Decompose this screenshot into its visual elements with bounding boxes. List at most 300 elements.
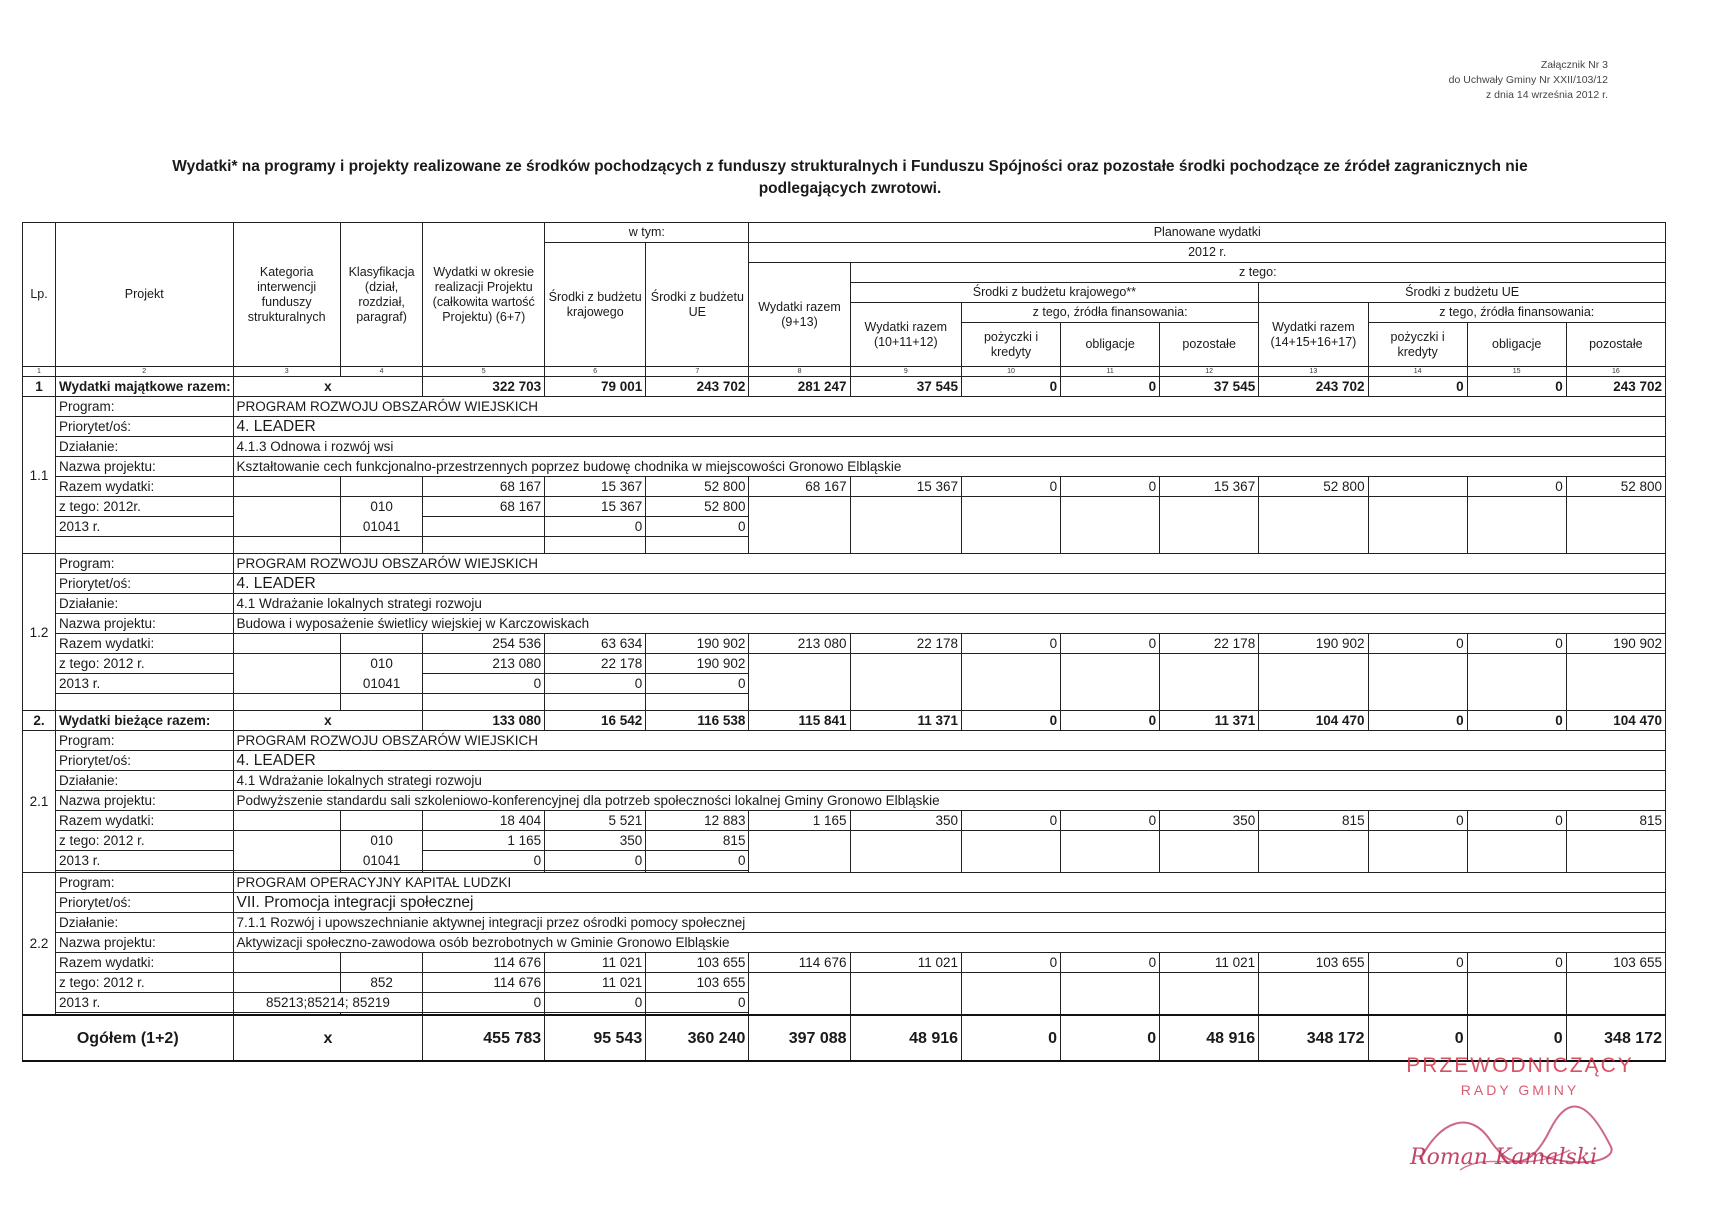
value-cell: 815 <box>1566 811 1665 831</box>
value-cell: 0 <box>1368 811 1467 831</box>
empty-cell <box>340 811 423 831</box>
header-zrodla-kraj: z tego, źródła finansowania: <box>962 303 1259 323</box>
value-cell: 0 <box>646 851 749 871</box>
empty-cell <box>340 537 423 554</box>
value-cell: 0 <box>545 517 646 537</box>
x-mark: x <box>233 1015 423 1061</box>
project-lp: 1.2 <box>23 554 56 711</box>
expenditure-table <box>22 222 1666 1062</box>
value-cell: 114 676 <box>749 953 850 973</box>
project-info-row <box>23 771 1666 791</box>
empty-cell <box>749 973 850 1016</box>
project-program: PROGRAM ROZWOJU OBSZARÓW WIEJSKICH <box>233 397 1666 417</box>
value-cell: 103 655 <box>1566 953 1665 973</box>
project-priorytet: 4. LEADER <box>233 751 1666 771</box>
value-cell: 213 080 <box>423 654 545 674</box>
value-cell: 11 371 <box>850 711 961 731</box>
value-cell: 243 702 <box>646 377 749 397</box>
value-cell: 0 <box>646 674 749 694</box>
value-cell: 0 <box>423 851 545 871</box>
project-info-row <box>23 933 1666 953</box>
total-value: 348 172 <box>1259 1015 1368 1061</box>
value-cell: 103 655 <box>1259 953 1368 973</box>
header-lp: Lp. <box>23 223 56 367</box>
empty-cell <box>340 477 423 497</box>
label-priorytet: Priorytet/oś: <box>56 893 233 913</box>
empty-cell <box>850 497 961 554</box>
empty-cell <box>646 694 749 711</box>
value-cell: 0 <box>1467 811 1566 831</box>
empty-cell <box>1061 497 1160 554</box>
column-number: 14 <box>1368 367 1467 377</box>
value-cell: 115 841 <box>749 711 850 731</box>
label-2012: z tego: 2012 r. <box>56 654 233 674</box>
total-value: 95 543 <box>545 1015 646 1061</box>
value-cell: 18 404 <box>423 811 545 831</box>
annex-line-3: z dnia 14 września 2012 r. <box>1486 89 1608 101</box>
label-program: Program: <box>56 554 233 574</box>
header-pozyczki-ue: pożyczki i kredyty <box>1368 323 1467 367</box>
value-cell: 37 545 <box>1160 377 1259 397</box>
header-budzet-ue: Środki z budżetu UE <box>1259 283 1666 303</box>
project-program: PROGRAM OPERACYJNY KAPITAŁ LUDZKI <box>233 873 1666 893</box>
value-cell: 15 367 <box>545 497 646 517</box>
value-cell: 63 634 <box>545 634 646 654</box>
empty-cell <box>1566 654 1665 711</box>
project-info-row <box>23 594 1666 614</box>
empty-cell <box>1467 654 1566 711</box>
label-nazwa: Nazwa projektu: <box>56 791 233 811</box>
header-wydatki-razem-ue: Wydatki razem (14+15+16+17) <box>1259 303 1368 367</box>
empty-cell <box>233 973 340 993</box>
value-cell: 0 <box>962 377 1061 397</box>
value-cell: 0 <box>1467 953 1566 973</box>
value-cell: 0 <box>962 477 1061 497</box>
project-program: PROGRAM ROZWOJU OBSZARÓW WIEJSKICH <box>233 554 1666 574</box>
value-cell: 0 <box>1368 377 1467 397</box>
value-cell: 0 <box>1061 377 1160 397</box>
value-cell: 0 <box>1061 711 1160 731</box>
header-z-tego: z tego: <box>850 263 1665 283</box>
empty-cell <box>1061 654 1160 711</box>
empty-cell <box>1160 654 1259 711</box>
total-value: 0 <box>1467 1015 1566 1061</box>
value-cell: 103 655 <box>646 973 749 993</box>
project-lp: 1.1 <box>23 397 56 554</box>
column-number: 5 <box>423 367 545 377</box>
value-cell: 0 <box>962 634 1061 654</box>
empty-cell <box>749 831 850 873</box>
value-cell: 11 371 <box>1160 711 1259 731</box>
label-dzialanie: Działanie: <box>56 437 233 457</box>
x-mark: x <box>233 377 423 397</box>
project-info-row <box>23 554 1666 574</box>
project-info-row <box>23 397 1666 417</box>
label-2012: z tego: 2012r. <box>56 497 233 517</box>
project-info-row <box>23 791 1666 811</box>
column-number: 8 <box>749 367 850 377</box>
value-cell: 116 538 <box>646 711 749 731</box>
project-total-row <box>23 477 1666 497</box>
project-program: PROGRAM ROZWOJU OBSZARÓW WIEJSKICH <box>233 731 1666 751</box>
total-value: 360 240 <box>646 1015 749 1061</box>
value-cell: 15 367 <box>545 477 646 497</box>
value-cell: 0 <box>1467 377 1566 397</box>
label-dzialanie: Działanie: <box>56 771 233 791</box>
empty-cell <box>233 497 340 517</box>
project-priorytet: VII. Promocja integracji społecznej <box>233 893 1666 913</box>
project-2012-row <box>23 497 1666 517</box>
label-2013: 2013 r. <box>56 517 233 537</box>
empty-cell <box>340 953 423 973</box>
header-srodki-krajowe: Środki z budżetu krajowego <box>545 243 646 367</box>
title-line-1: Wydatki* na programy i projekty realizowane ze środków pochodzących z funduszy strukturalnych i Funduszu Spójności oraz pozostałe środki pochodzące ze źródeł zagranicznych nie <box>172 158 1528 175</box>
value-cell: 0 <box>1061 477 1160 497</box>
document-title <box>60 156 1640 200</box>
value-cell: 1 165 <box>749 811 850 831</box>
column-number: 16 <box>1566 367 1665 377</box>
project-2012-row <box>23 973 1666 993</box>
project-info-row <box>23 457 1666 477</box>
value-cell: 0 <box>646 517 749 537</box>
total-value: 0 <box>962 1015 1061 1061</box>
column-number: 6 <box>545 367 646 377</box>
project-nazwa: Podwyższenie standardu sali szkoleniowo-konferencyjnej dla potrzeb społeczności lokalnej Gminy Gronowo Elbląskie <box>233 791 1666 811</box>
empty-cell <box>850 654 961 711</box>
column-number: 9 <box>850 367 961 377</box>
empty-cell <box>233 634 340 654</box>
empty-cell <box>1259 497 1368 554</box>
value-cell: 213 080 <box>749 634 850 654</box>
total-value: 455 783 <box>423 1015 545 1061</box>
value-cell: 190 902 <box>646 654 749 674</box>
row-label: Wydatki bieżące razem: <box>56 711 233 731</box>
value-cell: 11 021 <box>1160 953 1259 973</box>
total-value: 48 916 <box>850 1015 961 1061</box>
project-lp: 2.1 <box>23 731 56 873</box>
klasyfikacja-2013: 01041 <box>340 851 423 871</box>
row-label: Wydatki majątkowe razem: <box>56 377 233 397</box>
label-nazwa: Nazwa projektu: <box>56 933 233 953</box>
empty-cell <box>1467 497 1566 554</box>
label-nazwa: Nazwa projektu: <box>56 614 233 634</box>
council-stamp: RADY GMINY <box>1460 1082 1580 1098</box>
empty-cell <box>340 634 423 654</box>
annex-line-1: Załącznik Nr 3 <box>1540 59 1608 71</box>
value-cell: 1 165 <box>423 831 545 851</box>
value-cell: 52 800 <box>1259 477 1368 497</box>
label-nazwa: Nazwa projektu: <box>56 457 233 477</box>
header-projekt: Projekt <box>56 223 233 367</box>
x-mark: x <box>233 711 423 731</box>
column-number: 7 <box>646 367 749 377</box>
value-cell: 11 021 <box>545 953 646 973</box>
header-w-tym: w tym: <box>545 223 749 243</box>
column-number: 13 <box>1259 367 1368 377</box>
empty-cell <box>233 811 340 831</box>
value-cell: 114 676 <box>423 973 545 993</box>
value-cell: 0 <box>1368 953 1467 973</box>
empty-cell <box>850 831 961 873</box>
value-cell: 104 470 <box>1566 711 1665 731</box>
column-number: 11 <box>1061 367 1160 377</box>
column-number: 4 <box>340 367 423 377</box>
header-budzet-krajowy: Środki z budżetu krajowego** <box>850 283 1259 303</box>
header-pozyczki-kraj: pożyczki i kredyty <box>962 323 1061 367</box>
value-cell: 79 001 <box>545 377 646 397</box>
value-cell: 12 883 <box>646 811 749 831</box>
total-label: Ogółem (1+2) <box>23 1015 234 1061</box>
label-razem: Razem wydatki: <box>56 634 233 654</box>
value-cell: 254 536 <box>423 634 545 654</box>
header-pozostale-ue: pozostałe <box>1566 323 1665 367</box>
value-cell: 0 <box>1467 477 1566 497</box>
column-numbers-row <box>23 367 1666 377</box>
klasyfikacja-2013: 01041 <box>340 517 423 537</box>
project-info-row <box>23 751 1666 771</box>
total-value: 348 172 <box>1566 1015 1665 1061</box>
value-cell: 22 178 <box>545 654 646 674</box>
label-razem: Razem wydatki: <box>56 811 233 831</box>
header-rok: 2012 r. <box>749 243 1666 263</box>
empty-cell <box>233 953 340 973</box>
empty-cell <box>340 694 423 711</box>
value-cell: 190 902 <box>1566 634 1665 654</box>
value-cell: 114 676 <box>423 953 545 973</box>
label-2012: z tego: 2012 r. <box>56 973 233 993</box>
empty-cell <box>423 694 545 711</box>
klasyfikacja-2012: 010 <box>340 831 423 851</box>
value-cell: 281 247 <box>749 377 850 397</box>
klasyfikacja-2012: 010 <box>340 654 423 674</box>
value-cell: 0 <box>423 674 545 694</box>
column-number: 1 <box>23 367 56 377</box>
project-info-row <box>23 893 1666 913</box>
empty-cell <box>1061 973 1160 1016</box>
value-cell: 22 178 <box>1160 634 1259 654</box>
value-cell: 68 167 <box>423 497 545 517</box>
value-cell: 15 367 <box>850 477 961 497</box>
empty-cell <box>233 831 340 851</box>
row-lp: 2. <box>23 711 56 731</box>
header-wydatki-okres: Wydatki w okresie realizacji Projektu (całkowita wartość Projektu) (6+7) <box>423 223 545 367</box>
empty-cell <box>1259 654 1368 711</box>
empty-cell <box>962 831 1061 873</box>
project-info-row <box>23 437 1666 457</box>
label-2013: 2013 r. <box>56 993 233 1013</box>
empty-cell <box>233 537 340 554</box>
project-dzialanie: 7.1.1 Rozwój i upowszechnianie aktywnej integracji przez ośrodki pomocy społecznej <box>233 913 1666 933</box>
label-priorytet: Priorytet/oś: <box>56 574 233 594</box>
value-cell: 5 521 <box>545 811 646 831</box>
value-cell: 0 <box>1061 634 1160 654</box>
value-cell: 68 167 <box>423 477 545 497</box>
value-cell: 0 <box>545 674 646 694</box>
value-cell: 243 702 <box>1259 377 1368 397</box>
project-nazwa: Kształtowanie cech funkcjonalno-przestrzennych poprzez budowę chodnika w miejscowości Gronowo Elbląskie <box>233 457 1666 477</box>
value-cell: 0 <box>962 711 1061 731</box>
label-dzialanie: Działanie: <box>56 594 233 614</box>
empty-cell <box>1061 831 1160 873</box>
value-cell: 68 167 <box>749 477 850 497</box>
project-2012-row <box>23 654 1666 674</box>
label-priorytet: Priorytet/oś: <box>56 417 233 437</box>
empty-cell <box>1368 831 1467 873</box>
value-cell: 52 800 <box>646 477 749 497</box>
column-number: 12 <box>1160 367 1259 377</box>
annex-reference <box>1449 58 1608 103</box>
project-dzialanie: 4.1 Wdrażanie lokalnych strategi rozwoju <box>233 771 1666 791</box>
project-total-row <box>23 634 1666 654</box>
header-klasyfikacja: Klasyfikacja (dział, rozdział, paragraf) <box>340 223 423 367</box>
signature-name: Roman Kamalski <box>1410 1145 1598 1170</box>
value-cell: 350 <box>850 811 961 831</box>
value-cell: 22 178 <box>850 634 961 654</box>
project-total-row <box>23 811 1666 831</box>
empty-cell <box>233 517 340 537</box>
title-line-2: podlegających zwrotowi. <box>758 180 942 197</box>
empty-cell <box>233 477 340 497</box>
empty-cell <box>749 497 850 554</box>
value-cell: 0 <box>545 851 646 871</box>
value-cell: 815 <box>1259 811 1368 831</box>
label-razem: Razem wydatki: <box>56 953 233 973</box>
label-2013: 2013 r. <box>56 851 233 871</box>
empty-cell <box>1259 831 1368 873</box>
value-cell: 0 <box>1061 811 1160 831</box>
empty-cell <box>962 973 1061 1016</box>
label-program: Program: <box>56 873 233 893</box>
header-kategoria: Kategoria interwencji funduszy strukturalnych <box>233 223 340 367</box>
header-obligacje-ue: obligacje <box>1467 323 1566 367</box>
value-cell: 0 <box>1061 953 1160 973</box>
total-value: 48 916 <box>1160 1015 1259 1061</box>
value-cell: 104 470 <box>1259 711 1368 731</box>
chairman-stamp: PRZEWODNICZĄCY <box>1406 1054 1634 1077</box>
empty-cell <box>1566 497 1665 554</box>
empty-cell <box>1467 973 1566 1016</box>
label-priorytet: Priorytet/oś: <box>56 751 233 771</box>
project-info-row <box>23 614 1666 634</box>
project-lp: 2.2 <box>23 873 56 1016</box>
value-cell: 103 655 <box>646 953 749 973</box>
value-cell: 0 <box>1467 711 1566 731</box>
section-2-row <box>23 711 1666 731</box>
empty-cell <box>646 537 749 554</box>
label-razem: Razem wydatki: <box>56 477 233 497</box>
empty-cell <box>962 654 1061 711</box>
value-cell: 0 <box>423 993 545 1013</box>
empty-cell <box>1566 973 1665 1016</box>
value-cell: 243 702 <box>1566 377 1665 397</box>
header-planowane: Planowane wydatki <box>749 223 1666 243</box>
project-info-row <box>23 913 1666 933</box>
column-number: 10 <box>962 367 1061 377</box>
project-info-row <box>23 417 1666 437</box>
value-cell: 133 080 <box>423 711 545 731</box>
project-priorytet: 4. LEADER <box>233 417 1666 437</box>
value-cell: 15 367 <box>1160 477 1259 497</box>
section-1-row <box>23 377 1666 397</box>
value-cell: 350 <box>545 831 646 851</box>
label-2013: 2013 r. <box>56 674 233 694</box>
empty-cell <box>233 694 340 711</box>
project-dzialanie: 4.1.3 Odnowa i rozwój wsi <box>233 437 1666 457</box>
empty-cell <box>545 694 646 711</box>
project-total-row <box>23 953 1666 973</box>
value-cell: 0 <box>962 953 1061 973</box>
value-cell: 11 021 <box>850 953 961 973</box>
header-obligacje-kraj: obligacje <box>1061 323 1160 367</box>
header-wydatki-razem-kraj: Wydatki razem (10+11+12) <box>850 303 961 367</box>
total-value: 0 <box>1368 1015 1467 1061</box>
empty-cell <box>749 654 850 711</box>
value-cell: 190 902 <box>646 634 749 654</box>
value-cell: 0 <box>646 993 749 1013</box>
empty-cell <box>1160 497 1259 554</box>
klasyfikacja-2013: 01041 <box>340 674 423 694</box>
klasyfikacja-2012: 010 <box>340 497 423 517</box>
project-nazwa: Aktywizacji społeczno-zawodowa osób bezrobotnych w Gminie Gronowo Elbląskie <box>233 933 1666 953</box>
empty-cell <box>423 537 545 554</box>
value-cell: 0 <box>545 993 646 1013</box>
empty-cell <box>1368 497 1467 554</box>
value-cell: 0 <box>1467 634 1566 654</box>
project-info-row <box>23 574 1666 594</box>
empty-cell <box>1368 654 1467 711</box>
empty-cell <box>1566 831 1665 873</box>
label-2012: z tego: 2012 r. <box>56 831 233 851</box>
value-cell: 190 902 <box>1259 634 1368 654</box>
klasyfikacja-2012: 852 <box>340 973 423 993</box>
total-value: 397 088 <box>749 1015 850 1061</box>
empty-cell <box>1160 973 1259 1016</box>
empty-cell <box>962 497 1061 554</box>
value-cell <box>1368 477 1467 497</box>
klasyfikacja-2013: 85213;85214; 85219 <box>233 993 423 1013</box>
total-value: 0 <box>1061 1015 1160 1061</box>
value-cell: 815 <box>646 831 749 851</box>
empty-cell <box>233 654 340 674</box>
row-lp: 1 <box>23 377 56 397</box>
value-cell: 52 800 <box>1566 477 1665 497</box>
value-cell: 0 <box>1368 711 1467 731</box>
value-cell: 0 <box>1368 634 1467 654</box>
label-dzialanie: Działanie: <box>56 913 233 933</box>
empty-cell <box>545 537 646 554</box>
column-number: 3 <box>233 367 340 377</box>
header-pozostale-kraj: pozostałe <box>1160 323 1259 367</box>
project-info-row <box>23 731 1666 751</box>
project-2012-row <box>23 831 1666 851</box>
value-cell: 350 <box>1160 811 1259 831</box>
empty-cell <box>233 674 340 694</box>
value-cell: 0 <box>962 811 1061 831</box>
value-cell: 37 545 <box>850 377 961 397</box>
empty-cell <box>850 973 961 1016</box>
project-dzialanie: 4.1 Wdrażanie lokalnych strategi rozwoju <box>233 594 1666 614</box>
value-cell: 16 542 <box>545 711 646 731</box>
empty-cell <box>1160 831 1259 873</box>
project-nazwa: Budowa i wyposażenie świetlicy wiejskiej w Karczowiskach <box>233 614 1666 634</box>
project-info-row <box>23 873 1666 893</box>
label-program: Program: <box>56 397 233 417</box>
empty-cell <box>1259 973 1368 1016</box>
value-cell: 322 703 <box>423 377 545 397</box>
header-wydatki-razem: Wydatki razem (9+13) <box>749 263 850 367</box>
annex-line-2: do Uchwały Gminy Nr XXII/103/12 <box>1448 74 1608 86</box>
empty-cell <box>1368 973 1467 1016</box>
